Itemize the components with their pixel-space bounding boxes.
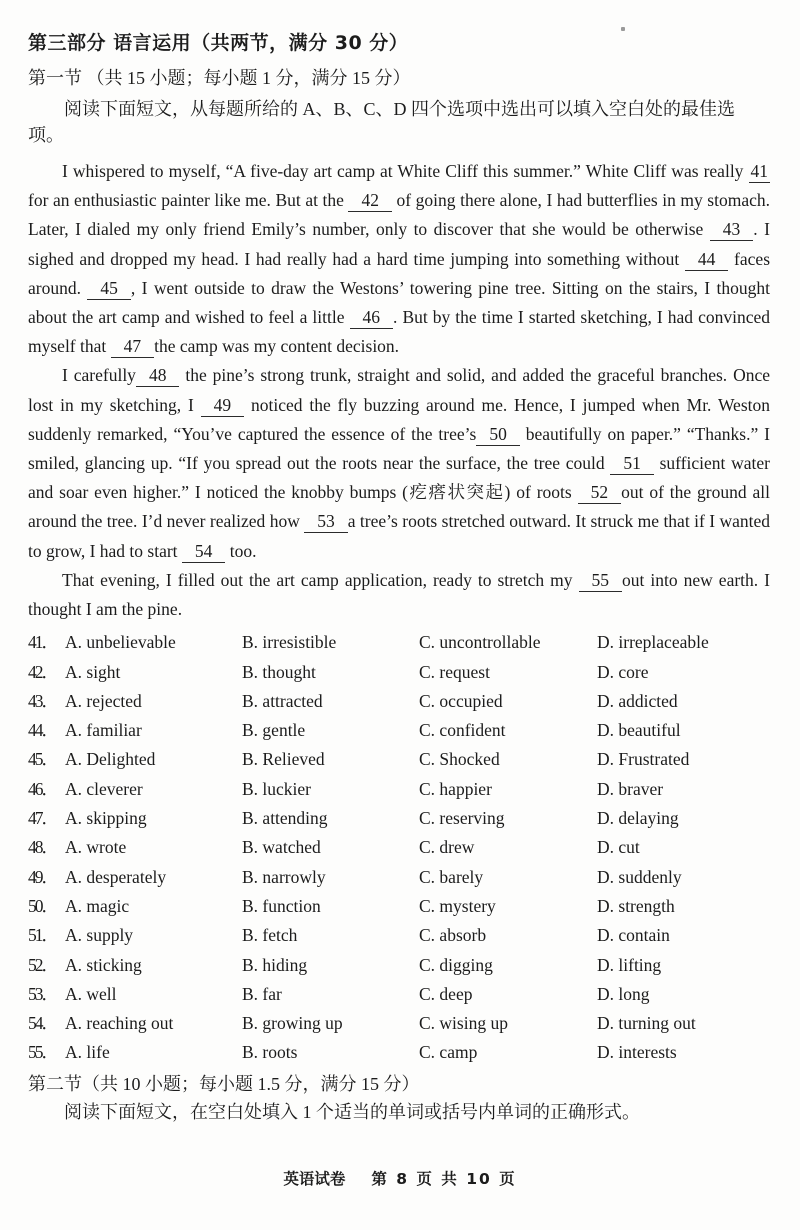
option-a: A. supply <box>65 925 134 946</box>
option-d: D. cut <box>597 837 640 858</box>
question-row <box>28 1009 770 1038</box>
question-number: 48． <box>28 837 57 858</box>
option-b: B. watched <box>242 837 321 858</box>
cloze-blank-49: 49 <box>201 394 245 417</box>
cloze-blank-55: 55 <box>579 569 623 592</box>
question-number: 45． <box>28 749 57 770</box>
cloze-blank-45: 45 <box>87 277 131 300</box>
cloze-blank-52: 52 <box>578 481 622 504</box>
question-row <box>28 1038 770 1067</box>
question-row <box>28 628 770 657</box>
question-number: 54． <box>28 1013 57 1034</box>
option-a: A. well <box>65 983 117 1004</box>
option-b: B. hiding <box>242 954 308 975</box>
cloze-blank-42: 42 <box>348 189 392 212</box>
option-c: C. uncontrollable <box>419 632 541 653</box>
option-b: B. narrowly <box>242 866 326 887</box>
question-row <box>28 687 770 716</box>
option-b: B. far <box>242 983 282 1004</box>
question-number: 41． <box>28 632 57 653</box>
question-number: 42． <box>28 661 57 682</box>
option-c: C. camp <box>419 1042 478 1063</box>
question-row <box>28 921 770 950</box>
option-d: D. beautiful <box>597 720 681 741</box>
option-c: C. Shocked <box>419 749 500 770</box>
option-b: B. thought <box>242 661 316 682</box>
option-b: B. attracted <box>242 690 323 711</box>
cloze-blank-41: 41 <box>750 161 768 181</box>
option-d: D. turning out <box>597 1013 696 1034</box>
question-number: 46． <box>28 778 57 799</box>
option-a: A. Delighted <box>65 749 156 770</box>
option-d: D. core <box>597 661 649 682</box>
option-d: D. contain <box>597 925 670 946</box>
footer-page-info: 第 8 页 共 10 页 <box>371 1170 517 1188</box>
option-b: B. gentle <box>242 720 306 741</box>
option-d: D. suddenly <box>597 866 682 887</box>
option-d: D. long <box>597 983 650 1004</box>
part1-instruction: 阅读下面短文，从每题所给的 A、B、C、D 四个选项中选出可以填入空白处的最佳选项。 <box>28 99 736 145</box>
option-a: A. rejected <box>65 690 142 711</box>
passage-paragraph: I carefully 48 the pine’s strong trunk, straight and solid, and added the graceful branches. Once lost in my sketching, I 49 noticed the fly buzzing around me. Hence, I jumped when Mr. Weston suddenly remarked, “You’ve captured the essence of the tree’s 50 beautifully on paper.” “Thanks.” I smiled, glancing up. “If you spread out the roots near the surface, the tree could 51 sufficient water and soar even higher.” I noticed the knobby bumps (疙瘩状突起) of roots 52 out of the ground all around the tree. I’d never realized how 53 a tree’s roots stretched outward. It struck me that if I wanted to grow, I had to start 54 too. <box>28 365 771 561</box>
option-a: A. familiar <box>65 720 142 741</box>
option-c: C. occupied <box>419 690 503 711</box>
passage-paragraph: That evening, I filled out the art camp application, ready to stretch my 55 out into new earth. I thought I am the pine. <box>28 569 770 620</box>
part1-heading: 第一节 （共 15 小题；每小题 1 分，满分 15 分） <box>28 68 411 88</box>
option-b: B. growing up <box>242 1013 343 1034</box>
option-b: B. roots <box>242 1042 298 1063</box>
section-heading: 第三部分 语言运用（共两节，满分 30 分） <box>28 32 409 54</box>
option-c: C. absorb <box>419 925 487 946</box>
question-row <box>28 980 770 1009</box>
cloze-blank-47: 47 <box>111 335 155 358</box>
question-row <box>28 745 770 774</box>
question-number: 43． <box>28 690 57 711</box>
cloze-blank-51: 51 <box>610 452 654 475</box>
question-row <box>28 951 770 980</box>
footer-exam-title: 英语试卷 <box>283 1170 346 1188</box>
option-c: C. wising up <box>419 1013 508 1034</box>
option-a: A. magic <box>65 895 130 916</box>
option-c: C. mystery <box>419 895 496 916</box>
cloze-blank-46: 46 <box>350 306 394 329</box>
option-d: D. strength <box>597 895 675 916</box>
options-table <box>28 628 770 1067</box>
option-b: B. irresistible <box>242 632 337 653</box>
question-number: 49． <box>28 866 57 887</box>
option-d: D. addicted <box>597 690 678 711</box>
option-a: A. desperately <box>65 866 167 887</box>
option-b: B. luckier <box>242 778 312 799</box>
option-d: D. lifting <box>597 954 662 975</box>
question-row <box>28 892 770 921</box>
question-number: 51． <box>28 925 57 946</box>
cloze-passage <box>28 157 770 624</box>
option-a: A. reaching out <box>65 1013 174 1034</box>
option-c: C. happier <box>419 778 492 799</box>
part2-heading: 第二节（共 10 小题；每小题 1.5 分，满分 15 分） <box>28 1073 420 1094</box>
option-c: C. barely <box>419 866 484 887</box>
option-a: A. wrote <box>65 837 127 858</box>
question-row <box>28 658 770 687</box>
option-d: D. interests <box>597 1042 677 1063</box>
part2-instruction: 阅读下面短文，在空白处填入 1 个适当的单词或括号内单词的正确形式。 <box>64 1101 640 1122</box>
question-number: 53． <box>28 983 57 1004</box>
option-c: C. confident <box>419 720 506 741</box>
option-d: D. irreplaceable <box>597 632 709 653</box>
cloze-blank-53: 53 <box>304 510 348 533</box>
option-b: B. fetch <box>242 925 298 946</box>
question-number: 50． <box>28 895 57 916</box>
option-a: A. sticking <box>65 954 142 975</box>
option-d: D. Frustrated <box>597 749 690 770</box>
option-c: C. drew <box>419 837 475 858</box>
option-a: A. sight <box>65 661 121 682</box>
question-number: 47． <box>28 808 57 829</box>
question-number: 44． <box>28 720 57 741</box>
question-number: 52． <box>28 954 57 975</box>
option-c: C. deep <box>419 983 473 1004</box>
option-b: B. function <box>242 895 321 916</box>
cloze-blank-54: 54 <box>182 540 226 563</box>
question-number: 55． <box>28 1042 57 1063</box>
option-a: A. life <box>65 1042 110 1063</box>
cloze-blank-50: 50 <box>476 423 520 446</box>
cloze-blank-48: 48 <box>136 364 180 387</box>
option-d: D. braver <box>597 778 664 799</box>
passage-paragraph: I whispered to myself, “A five-day art camp at White Cliff this summer.” White Cliff was really 41 for an enthusiastic painter like me. But at the 42 of going there alone, I had butterflies in my stomach. Later, I dialed my only friend Emily’s number, only to discover that she would be otherwise 43 . I sighed and dropped my head. I had really had a hard time jumping into something without 44 faces around. 45 , I went outside to draw the Westons’ towering pine tree. Sitting on the stairs, I thought about the art camp and wished to feel a little 46 . But by the time I started sketching, I had convinced myself that 47 the camp was my content decision. <box>28 161 770 357</box>
option-a: A. skipping <box>65 808 147 829</box>
option-c: C. digging <box>419 954 493 975</box>
option-c: C. request <box>419 661 490 682</box>
cloze-blank-43: 43 <box>710 218 754 241</box>
question-row <box>28 833 770 862</box>
question-row <box>28 716 770 745</box>
question-row <box>28 804 770 833</box>
question-row <box>28 775 770 804</box>
option-b: B. Relieved <box>242 749 325 770</box>
page-footer <box>0 1167 800 1189</box>
option-c: C. reserving <box>419 808 505 829</box>
option-d: D. delaying <box>597 808 679 829</box>
option-a: A. unbelievable <box>65 632 176 653</box>
option-b: B. attending <box>242 808 328 829</box>
cloze-blank-44: 44 <box>685 248 729 271</box>
scan-artifact <box>621 27 625 31</box>
option-a: A. cleverer <box>65 778 143 799</box>
question-row <box>28 863 770 892</box>
